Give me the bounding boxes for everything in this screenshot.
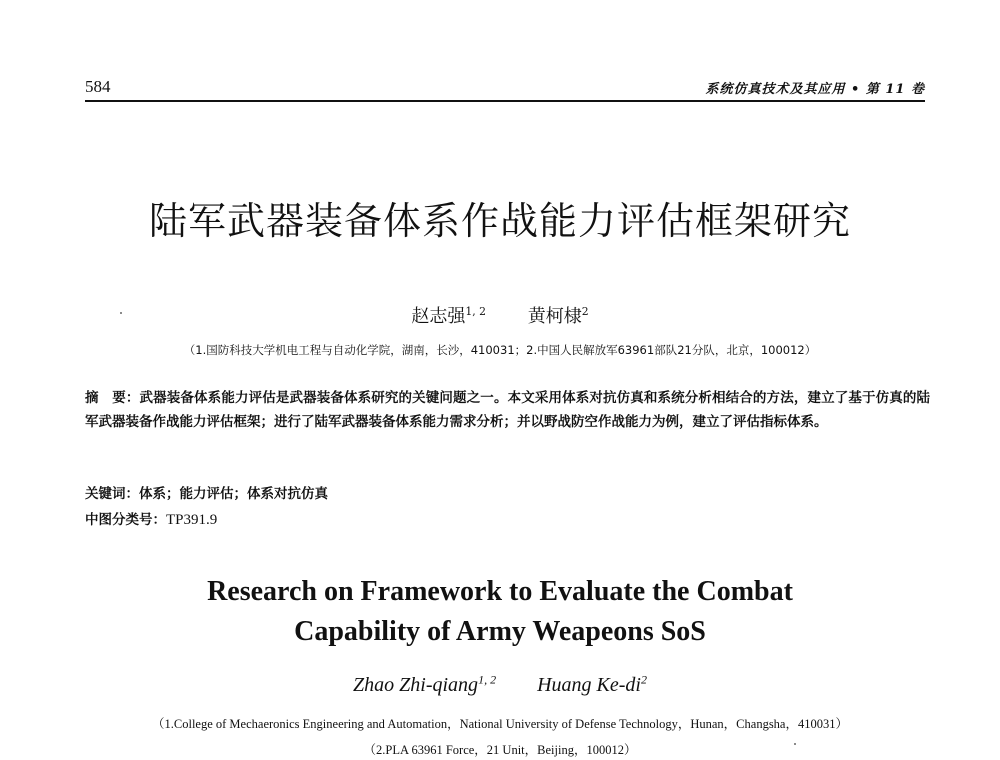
abstract-label: 摘 要： (85, 390, 140, 406)
affiliation-chinese: （1.国防科技大学机电工程与自动化学院，湖南，长沙，410031；2.中国人民解放军63961部队21分队，北京，100012） (183, 343, 817, 357)
author-en-2 (537, 674, 647, 696)
abstract-text: 武器装备体系能力评估是武器装备体系研究的关键问题之一。本文采用体系对抗仿真和系统分析相结合的方法，建立了基于仿真的陆军武器装备作战能力评估框架；进行了陆军武器装备体系能力需求分析；并以野战防空作战能力为例，建立了评估指标体系。 (85, 390, 931, 430)
abstract-chinese (85, 386, 930, 434)
author-name: 赵志强 (411, 306, 466, 327)
author-name: 黄柯棣 (527, 306, 582, 327)
scan-speck (794, 743, 796, 745)
author-cn-2 (528, 306, 589, 327)
running-header (85, 78, 925, 102)
classification-line (85, 508, 217, 529)
keywords-label: 关键词： (85, 486, 139, 502)
title-chinese: 陆军武器装备体系作战能力评估框架研究 (148, 199, 851, 243)
author-affil-marker: 1, 2 (465, 305, 486, 318)
affiliation-english-1: （1.College of Mechaeronics Engineering and Automation，National University of Defense Technology，Hunan，Changsha，410031） (152, 717, 848, 731)
affiliation-english-2: （2.PLA 63961 Force，21 Unit，Beijing，100012） (363, 743, 637, 757)
clc-label: 中图分类号： (85, 512, 166, 528)
title-english (0, 572, 1000, 652)
author-affil-marker: 2 (640, 672, 647, 687)
clc-code: TP391.9 (166, 512, 218, 528)
journal-title: 系统仿真技术及其应用 • 第 11 卷 (705, 82, 925, 97)
scan-speck (120, 312, 122, 314)
author-name: Zhao Zhi-qiang (353, 674, 479, 696)
author-affil-marker: 1, 2 (478, 672, 497, 687)
authors-english (0, 674, 1000, 697)
page-number: 584 (85, 77, 111, 96)
author-en-1 (353, 674, 496, 696)
keywords-line (85, 482, 328, 502)
authors-chinese (0, 302, 1000, 328)
author-name: Huang Ke-di (537, 674, 641, 696)
title-en-line-1: Research on Framework to Evaluate the Combat (207, 576, 793, 607)
author-cn-1 (411, 306, 486, 327)
author-affil-marker: 2 (581, 305, 589, 318)
title-en-line-2: Capability of Army Weapeons SoS (294, 616, 706, 647)
keywords-text: 体系；能力评估；体系对抗仿真 (139, 486, 328, 502)
